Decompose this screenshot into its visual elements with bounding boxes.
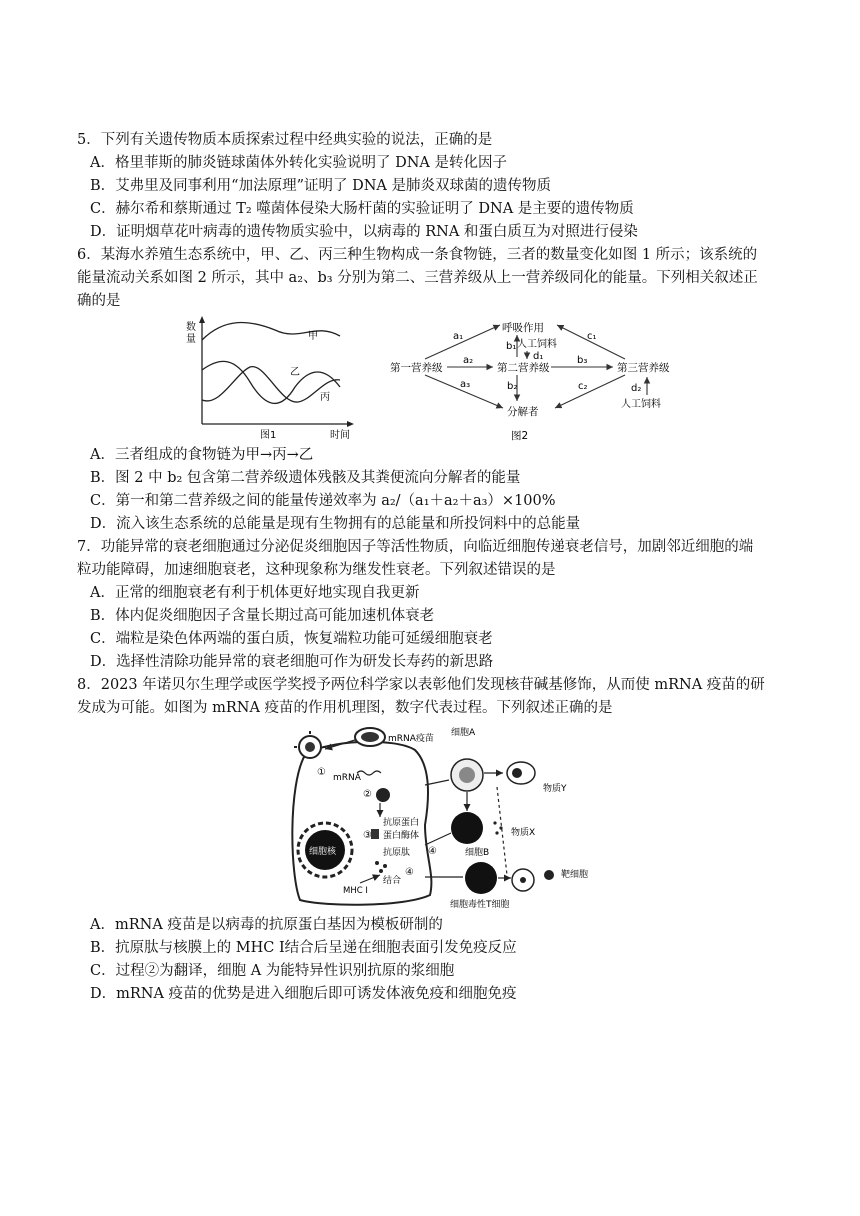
q8-option-a: A．mRNA 疫苗是以病毒的抗原蛋白基因为模板研制的 (90, 917, 443, 933)
fig8-process-3: ③ (363, 830, 372, 841)
q7-stem-line1: 7．功能异常的衰老细胞通过分泌促炎细胞因子等活性物质，向临近细胞传递衰老信号，加剧邻近细胞的端 (77, 539, 754, 555)
ribosome-icon (376, 788, 390, 802)
fig1-label-yi: 乙 (290, 367, 300, 378)
fig8-mhc-label: MHC Ⅰ (343, 886, 368, 896)
q6-option-d: D．流入该生态系统的总能量是现有生物拥有的总能量和所投饲料中的总能量 (90, 516, 581, 532)
cytotoxic-t-cell-icon (465, 862, 497, 894)
fig1-ylabel-2: 量 (186, 334, 196, 345)
q5-option-b: B．艾弗里及同事利用“加法原理”证明了 DNA 是肺炎双球菌的遗传物质 (90, 178, 551, 194)
fig1-label-bing: 丙 (320, 392, 330, 403)
fig2-node-respiration: 呼吸作用 (502, 322, 544, 334)
figure-1-population-graph (180, 312, 360, 442)
fig8-mrna-label: mRNA (333, 773, 361, 783)
fig8-substY-label: 物质Y (543, 784, 567, 794)
fig8-vaccine-label: mRNA疫苗 (388, 734, 434, 744)
q7-option-b: B．体内促炎细胞因子含量长期过高可能加速机体衰老 (90, 608, 435, 624)
q8-option-c: C．过程②为翻译，细胞 A 为能特异性识别抗原的浆细胞 (90, 963, 455, 979)
fig2-node-decomposer: 分解者 (507, 406, 539, 418)
fig8-process-4b: ④ (428, 846, 437, 857)
q7-option-d: D．选择性清除功能异常的衰老细胞可作为研发长寿药的新思路 (90, 654, 494, 670)
fig8-cellB-label: 细胞B (465, 848, 490, 858)
fig2-node-level2: 第二营养级 (497, 362, 550, 374)
fig8-peptide: 抗原肽 (383, 848, 411, 858)
fig2-d2: d₂ (631, 383, 642, 394)
vaccine-particle-icon (355, 728, 385, 746)
q8-option-b: B．抗原肽与核膜上的 MHC Ⅰ结合后呈递在细胞表面引发免疫反应 (90, 940, 517, 956)
q7-option-c: C．端粒是染色体两端的蛋白质，恢复端粒功能可延缓细胞衰老 (90, 631, 493, 647)
fig8-substX-label: 物质X (511, 828, 536, 838)
fig2-node-level3: 第三营养级 (617, 362, 670, 374)
fig8-target-label: 靶细胞 (561, 870, 589, 880)
fig1-xlabel: 时间 (330, 430, 350, 441)
q8-stem-line1: 8．2023 年诺贝尔生理学或医学奖授予两位科学家以表彰他们发现核苷碱基修饰，从而使 mRNA 疫苗的研 (77, 677, 765, 693)
fig8-nucleus-label: 细胞核 (309, 847, 337, 857)
fig2-a1: a₁ (453, 331, 464, 342)
proteasome-icon (371, 829, 379, 839)
q6-option-b: B．图 2 中 b₂ 包含第二营养级遗体残骸及其粪便流向分解者的能量 (90, 470, 521, 486)
q5-option-d: D．证明烟草花叶病毒的遗传物质实验中，以病毒的 RNA 和蛋白质互为对照进行侵染 (90, 224, 638, 240)
fig8-ctl-label: 细胞毒性T细胞 (450, 900, 510, 910)
fig8-process-4a: ④ (405, 867, 414, 878)
fig2-a3: a₃ (460, 379, 471, 390)
q5-option-a: A．格里菲斯的肺炎链球菌体外转化实验说明了 DNA 是转化因子 (90, 155, 507, 171)
fig1-caption: 图1 (260, 430, 277, 441)
fig1-label-jia: 甲 (308, 331, 318, 342)
fig2-node-level1: 第一营养级 (390, 362, 443, 374)
fig2-c1: c₁ (587, 331, 597, 342)
fig2-d1: d₁ (533, 351, 544, 362)
fig2-feed-1: 人工饲料 (517, 339, 557, 350)
fig2-feed-2: 人工饲料 (621, 399, 661, 410)
fig8-process-2: ② (363, 789, 372, 800)
figure-mrna-vaccine-mechanism (285, 725, 595, 910)
target-cell-icon (544, 870, 554, 880)
q6-stem-line3: 确的是 (77, 293, 121, 309)
q5-stem: 5．下列有关遗传物质本质探索过程中经典实验的说法，正确的是 (77, 132, 493, 148)
fig2-b1: b₁ (506, 341, 517, 352)
figure-2-energy-flow (385, 315, 685, 445)
fig2-b3: b₃ (577, 355, 588, 366)
q6-stem-line2: 能量流动关系如图 2 所示，其中 a₂、b₃ 分别为第二、三营养级从上一营养级同化的能量。下列相关叙述正 (77, 270, 758, 286)
fig8-cellA-label: 细胞A (451, 728, 476, 738)
fig8-combine-label: 结合 (383, 876, 402, 886)
q8-stem-line2: 发成为可能。如图为 mRNA 疫苗的作用机理图，数字代表过程。下列叙述正确的是 (77, 700, 613, 716)
fig1-ylabel-1: 数 (186, 322, 196, 333)
fig8-antigen-protein: 抗原蛋白 (383, 818, 420, 828)
q8-option-d: D．mRNA 疫苗的优势是进入细胞后即可诱发体液免疫和细胞免疫 (90, 986, 517, 1002)
fig2-caption: 图2 (511, 430, 529, 442)
virus-icon-1 (294, 731, 326, 758)
fig8-process-1: ① (317, 767, 326, 778)
q7-option-a: A．正常的细胞衰老有利于机体更好地实现自我更新 (90, 585, 420, 601)
cell-b-icon (451, 812, 483, 844)
fig8-proteasome: 蛋白酶体 (383, 831, 420, 841)
q7-stem-line2: 粒功能障碍，加速细胞衰老，这种现象称为继发性衰老。下列叙述错误的是 (77, 562, 556, 578)
q6-option-a: A．三者组成的食物链为甲→丙→乙 (90, 447, 314, 463)
q5-option-c: C．赫尔希和蔡斯通过 T₂ 噬菌体侵染大肠杆菌的实验证明了 DNA 是主要的遗传物质 (90, 201, 634, 217)
q6-option-c: C．第一和第二营养级之间的能量传递效率为 a₂/（a₁＋a₂＋a₃）×100% (90, 493, 556, 509)
q6-stem-line1: 6．某海水养殖生态系统中，甲、乙、丙三种生物构成一条食物链，三者的数量变化如图 1 所示；该系统的 (77, 247, 758, 263)
fig2-a2: a₂ (463, 355, 474, 366)
fig2-c2: c₂ (578, 381, 588, 392)
fig2-b2: b₂ (507, 381, 518, 392)
